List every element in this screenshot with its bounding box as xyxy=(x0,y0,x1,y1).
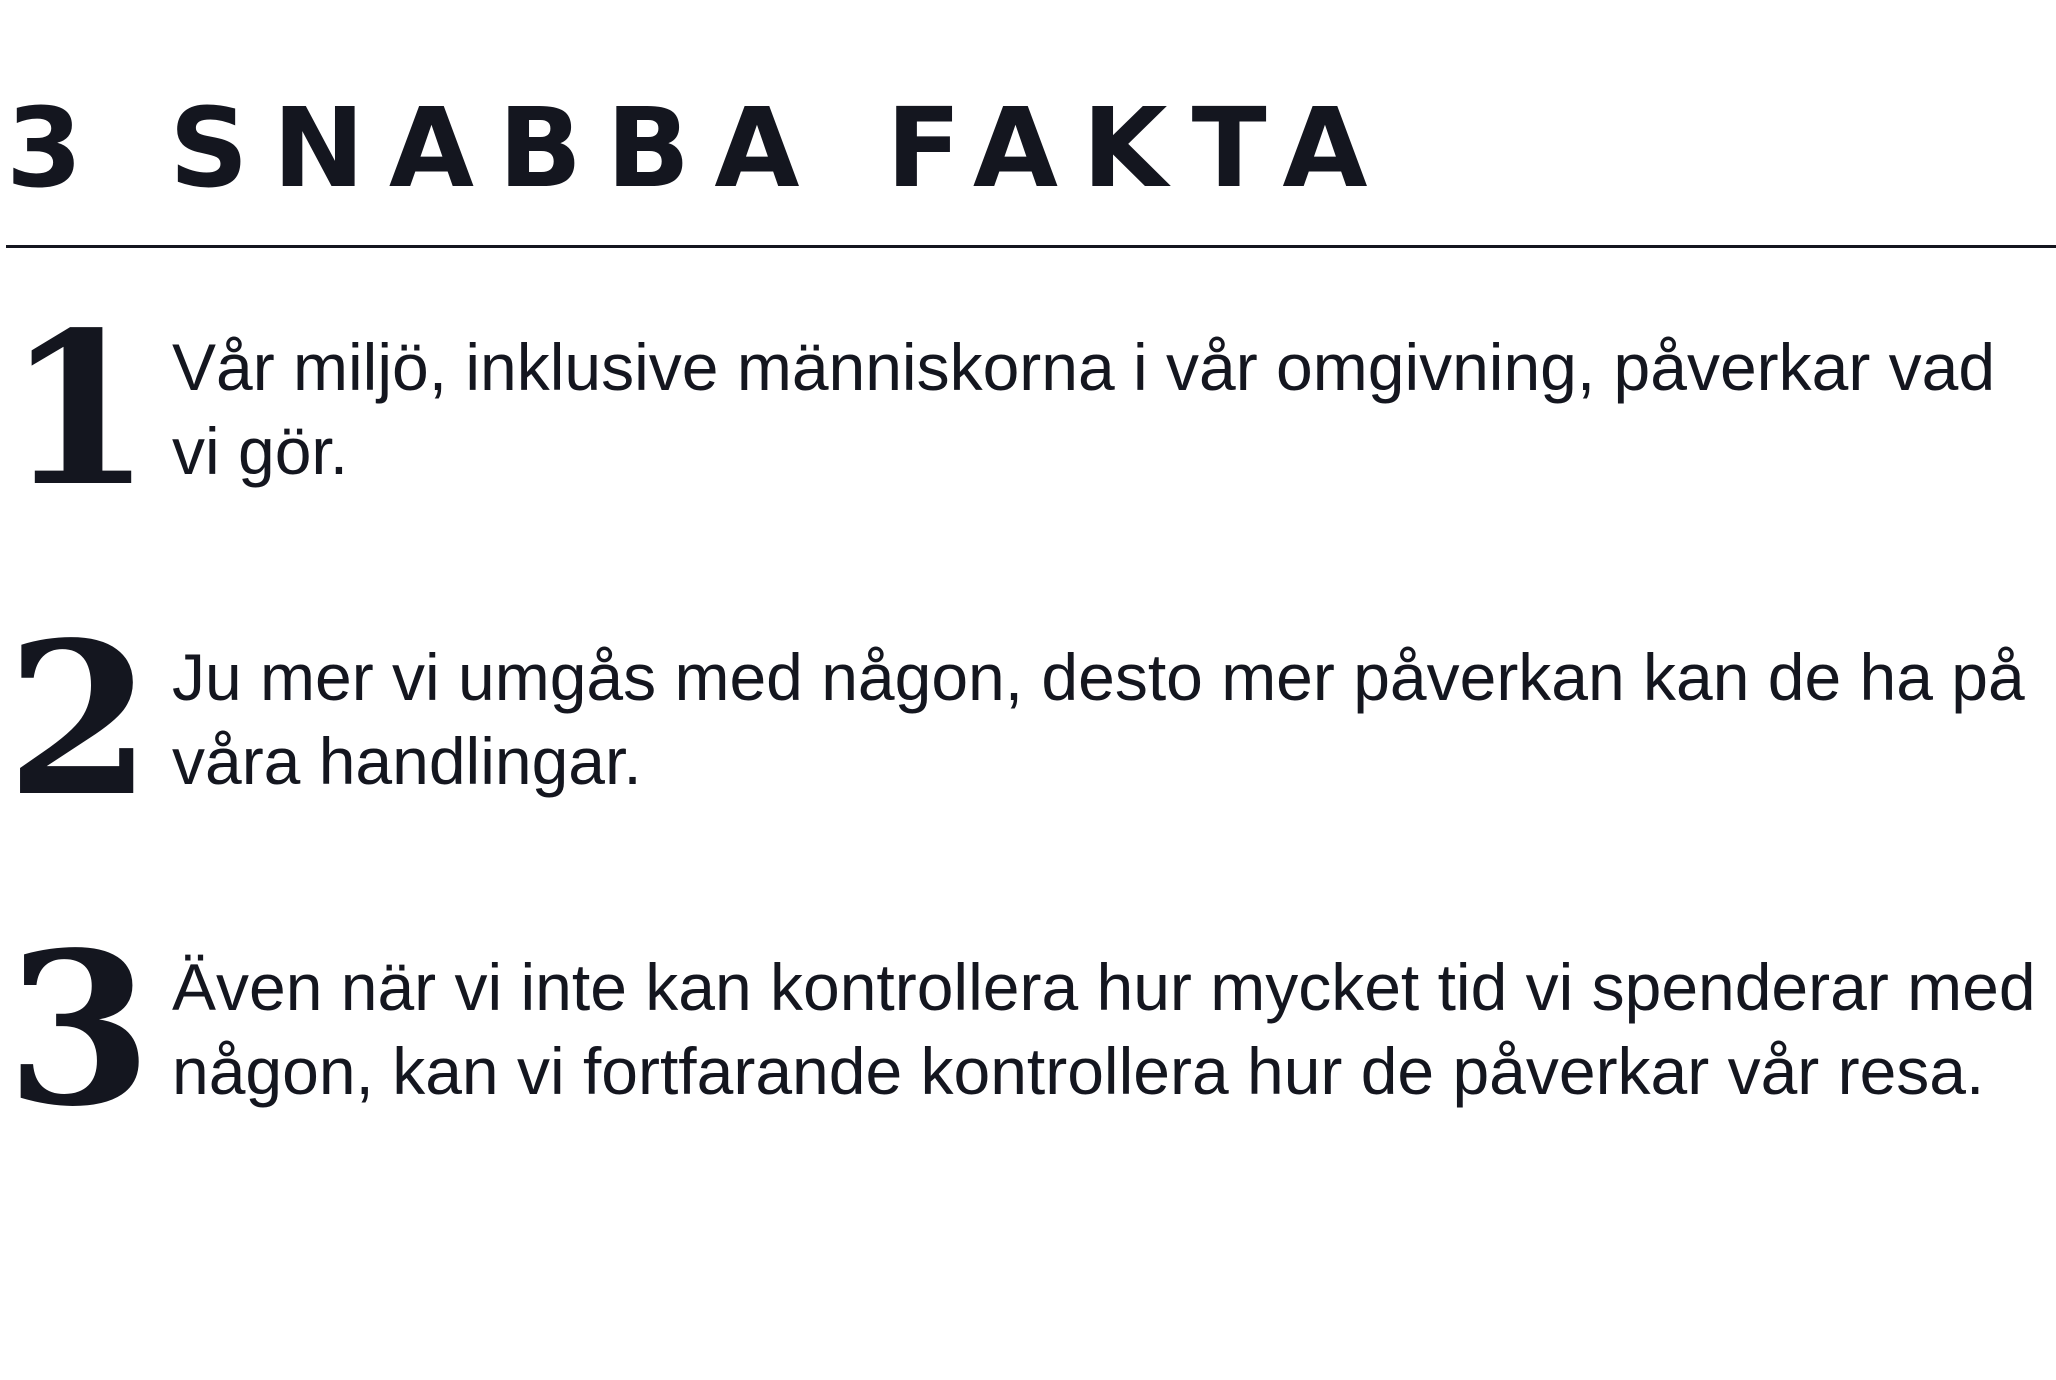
fact-number-1: 1 xyxy=(6,286,153,533)
page-title: 3 SNABBA FAKTA xyxy=(6,84,1392,212)
fact-text-2: Ju mer vi umgås med någon, desto mer påverkan kan de ha på våra handlingar. xyxy=(172,640,2025,798)
fact-number-2: 2 xyxy=(6,596,153,843)
fact-text-3: Även när vi inte kan kontrollera hur mycket tid vi spenderar med någon, kan vi fortfarande kontrollera hur de påverkar vår resa. xyxy=(172,950,2036,1108)
fact-text-1: Vår miljö, inklusive människorna i vår omgivning, påverkar vad vi gör. xyxy=(172,330,1996,488)
fact-number-3: 3 xyxy=(6,906,153,1153)
title-divider xyxy=(6,245,2056,248)
